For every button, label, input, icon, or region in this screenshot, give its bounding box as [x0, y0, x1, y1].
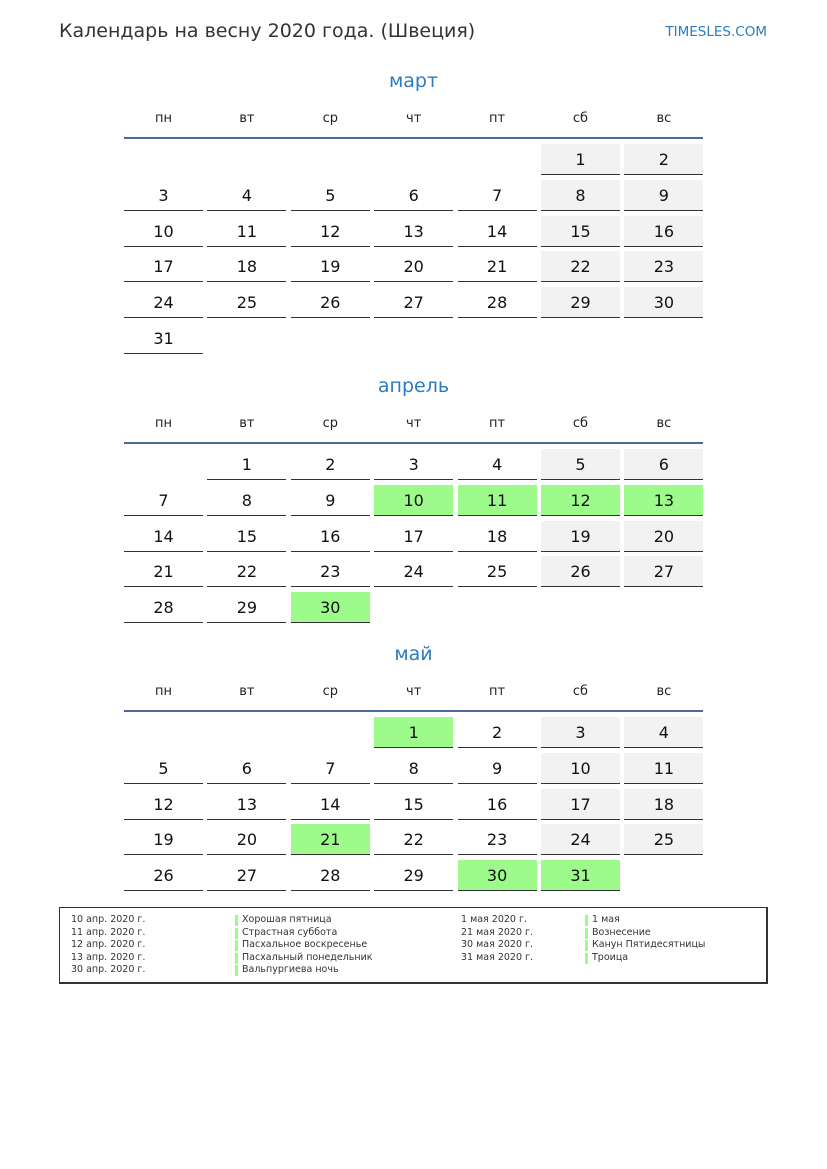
day-cell[interactable]: 13	[374, 216, 453, 247]
page-title: Календарь на весну 2020 года. (Швеция)	[59, 20, 476, 42]
day-cell[interactable]: 9	[291, 485, 370, 516]
day-cell[interactable]: 7	[124, 485, 203, 516]
day-cell[interactable]: 28	[458, 287, 537, 318]
day-cell[interactable]: 5	[124, 753, 203, 784]
header-divider	[124, 710, 703, 712]
day-cell[interactable]: 16	[291, 521, 370, 552]
day-cell[interactable]: 3	[541, 717, 620, 748]
day-cell[interactable]: 29	[207, 592, 286, 623]
holiday-color-marker	[585, 915, 588, 926]
day-cell[interactable]: 23	[291, 556, 370, 587]
day-cell[interactable]: 25	[458, 556, 537, 587]
day-cell[interactable]: 27	[207, 860, 286, 891]
day-cell[interactable]: 22	[374, 824, 453, 855]
day-cell[interactable]: 15	[374, 789, 453, 820]
day-cell[interactable]: 5	[291, 180, 370, 211]
weekday-header: пн	[155, 416, 172, 431]
month-april	[0, 375, 827, 645]
day-cell[interactable]: 9	[624, 180, 703, 211]
day-cell[interactable]: 27	[624, 556, 703, 587]
weekday-header: вс	[656, 416, 672, 431]
day-cell[interactable]: 2	[291, 449, 370, 480]
weekday-header: пт	[489, 416, 506, 431]
day-cell[interactable]: 17	[124, 251, 203, 282]
day-cell[interactable]: 10	[374, 485, 453, 516]
weekday-header: сб	[572, 684, 589, 699]
day-cell[interactable]: 14	[291, 789, 370, 820]
holiday-color-marker	[585, 953, 588, 964]
day-cell[interactable]: 31	[541, 860, 620, 891]
weekday-header: пт	[489, 111, 506, 126]
day-cell[interactable]: 30	[458, 860, 537, 891]
legend-holiday-name: Вознесение	[592, 926, 651, 938]
day-cell[interactable]: 12	[291, 216, 370, 247]
day-cell[interactable]: 29	[374, 860, 453, 891]
day-cell[interactable]: 20	[624, 521, 703, 552]
month-title: апрель	[377, 375, 450, 397]
day-cell[interactable]: 9	[458, 753, 537, 784]
day-cell[interactable]: 26	[291, 287, 370, 318]
month-title: март	[388, 70, 439, 92]
weekday-header: вт	[239, 416, 255, 431]
legend-holiday-name: Канун Пятидесятницы	[592, 939, 706, 951]
day-cell[interactable]: 3	[374, 449, 453, 480]
weekday-header: пн	[155, 684, 172, 699]
weekday-header: чт	[406, 111, 422, 126]
day-cell[interactable]: 3	[124, 180, 203, 211]
day-cell[interactable]: 8	[374, 753, 453, 784]
day-cell[interactable]: 14	[124, 521, 203, 552]
day-cell[interactable]: 25	[207, 287, 286, 318]
day-cell[interactable]: 29	[541, 287, 620, 318]
day-cell[interactable]: 25	[624, 824, 703, 855]
day-cell[interactable]: 6	[374, 180, 453, 211]
legend-holiday-name: Пасхальный понедельник	[242, 951, 373, 963]
day-cell[interactable]: 19	[291, 251, 370, 282]
day-cell[interactable]: 26	[541, 556, 620, 587]
month-may	[0, 643, 827, 913]
day-cell[interactable]: 24	[124, 287, 203, 318]
legend-holiday-name: 1 мая	[592, 914, 620, 925]
weekday-header: вт	[239, 111, 255, 126]
day-cell[interactable]: 19	[541, 521, 620, 552]
weekday-header: вс	[656, 111, 672, 126]
legend-date: 10 апр. 2020 г.	[71, 914, 146, 925]
legend-holiday-name: Вальпургиева ночь	[242, 964, 339, 976]
day-cell[interactable]: 15	[207, 521, 286, 552]
holiday-color-marker	[585, 940, 588, 951]
day-cell[interactable]: 24	[374, 556, 453, 587]
day-cell[interactable]: 17	[374, 521, 453, 552]
legend-date: 13 апр. 2020 г.	[71, 951, 146, 963]
legend-date: 31 мая 2020 г.	[461, 951, 534, 963]
day-cell[interactable]: 12	[541, 485, 620, 516]
day-cell[interactable]: 4	[624, 717, 703, 748]
day-cell[interactable]: 19	[124, 824, 203, 855]
day-cell[interactable]: 7	[458, 180, 537, 211]
day-cell[interactable]: 30	[291, 592, 370, 623]
weekday-header: сб	[572, 111, 589, 126]
weekday-header: вс	[656, 684, 672, 699]
day-cell[interactable]: 21	[291, 824, 370, 855]
weekday-header: пн	[155, 111, 172, 126]
holiday-color-marker	[235, 940, 238, 951]
day-cell[interactable]: 20	[374, 251, 453, 282]
day-cell[interactable]: 11	[624, 753, 703, 784]
legend-date: 12 апр. 2020 г.	[71, 939, 146, 951]
legend-date: 1 мая 2020 г.	[461, 914, 527, 925]
day-cell[interactable]: 22	[207, 556, 286, 587]
header-divider	[124, 137, 703, 139]
weekday-header: ср	[322, 684, 338, 699]
day-cell[interactable]: 13	[624, 485, 703, 516]
weekday-header: пт	[489, 684, 506, 699]
day-cell[interactable]: 26	[124, 860, 203, 891]
day-cell[interactable]: 16	[458, 789, 537, 820]
day-cell[interactable]: 28	[124, 592, 203, 623]
brand-link[interactable]: TIMESLES.COM	[665, 24, 767, 40]
day-cell[interactable]: 30	[624, 287, 703, 318]
month-march	[0, 70, 827, 348]
day-cell[interactable]: 10	[541, 753, 620, 784]
day-cell[interactable]: 18	[624, 789, 703, 820]
weekday-header: ср	[322, 111, 338, 126]
day-cell[interactable]: 21	[124, 556, 203, 587]
holiday-legend	[59, 907, 768, 984]
day-cell[interactable]: 5	[541, 449, 620, 480]
legend-date: 30 мая 2020 г.	[461, 939, 534, 951]
holiday-color-marker	[235, 928, 238, 939]
day-cell[interactable]: 7	[291, 753, 370, 784]
day-cell[interactable]: 8	[207, 485, 286, 516]
day-cell[interactable]: 18	[207, 251, 286, 282]
day-cell[interactable]: 6	[207, 753, 286, 784]
holiday-color-marker	[235, 965, 238, 976]
weekday-header: сб	[572, 416, 589, 431]
day-cell[interactable]: 14	[458, 216, 537, 247]
weekday-header: чт	[406, 416, 422, 431]
day-cell[interactable]: 12	[124, 789, 203, 820]
day-cell[interactable]: 23	[624, 251, 703, 282]
day-cell[interactable]: 20	[207, 824, 286, 855]
weekday-header: чт	[406, 684, 422, 699]
day-cell[interactable]: 1	[541, 144, 620, 175]
day-cell[interactable]: 16	[624, 216, 703, 247]
day-cell[interactable]: 6	[624, 449, 703, 480]
header-divider	[124, 442, 703, 444]
legend-date: 21 мая 2020 г.	[461, 926, 534, 938]
weekday-header: ср	[322, 416, 338, 431]
day-cell[interactable]: 18	[458, 521, 537, 552]
legend-holiday-name: Троица	[592, 951, 629, 963]
day-cell[interactable]: 8	[541, 180, 620, 211]
day-cell[interactable]: 17	[541, 789, 620, 820]
day-cell[interactable]: 4	[207, 180, 286, 211]
day-cell[interactable]: 15	[541, 216, 620, 247]
day-cell[interactable]: 4	[458, 449, 537, 480]
day-cell[interactable]: 11	[207, 216, 286, 247]
legend-date: 30 апр. 2020 г.	[71, 964, 146, 976]
legend-date: 11 апр. 2020 г.	[71, 926, 146, 938]
holiday-color-marker	[235, 915, 238, 926]
day-cell[interactable]: 23	[458, 824, 537, 855]
day-cell[interactable]: 24	[541, 824, 620, 855]
day-cell[interactable]: 1	[374, 717, 453, 748]
day-cell[interactable]: 28	[291, 860, 370, 891]
day-cell[interactable]: 22	[541, 251, 620, 282]
day-cell[interactable]: 11	[458, 485, 537, 516]
weekday-header: вт	[239, 684, 255, 699]
day-cell[interactable]: 2	[458, 717, 537, 748]
day-cell[interactable]: 27	[374, 287, 453, 318]
day-cell[interactable]: 13	[207, 789, 286, 820]
holiday-color-marker	[585, 928, 588, 939]
day-cell[interactable]: 31	[124, 323, 203, 354]
day-cell[interactable]: 10	[124, 216, 203, 247]
month-title: май	[394, 643, 433, 665]
legend-holiday-name: Страстная суббота	[242, 926, 338, 938]
day-cell[interactable]: 2	[624, 144, 703, 175]
day-cell[interactable]: 1	[207, 449, 286, 480]
day-cell[interactable]: 21	[458, 251, 537, 282]
holiday-color-marker	[235, 953, 238, 964]
legend-holiday-name: Хорошая пятница	[242, 914, 332, 925]
legend-holiday-name: Пасхальное воскресенье	[242, 939, 368, 951]
